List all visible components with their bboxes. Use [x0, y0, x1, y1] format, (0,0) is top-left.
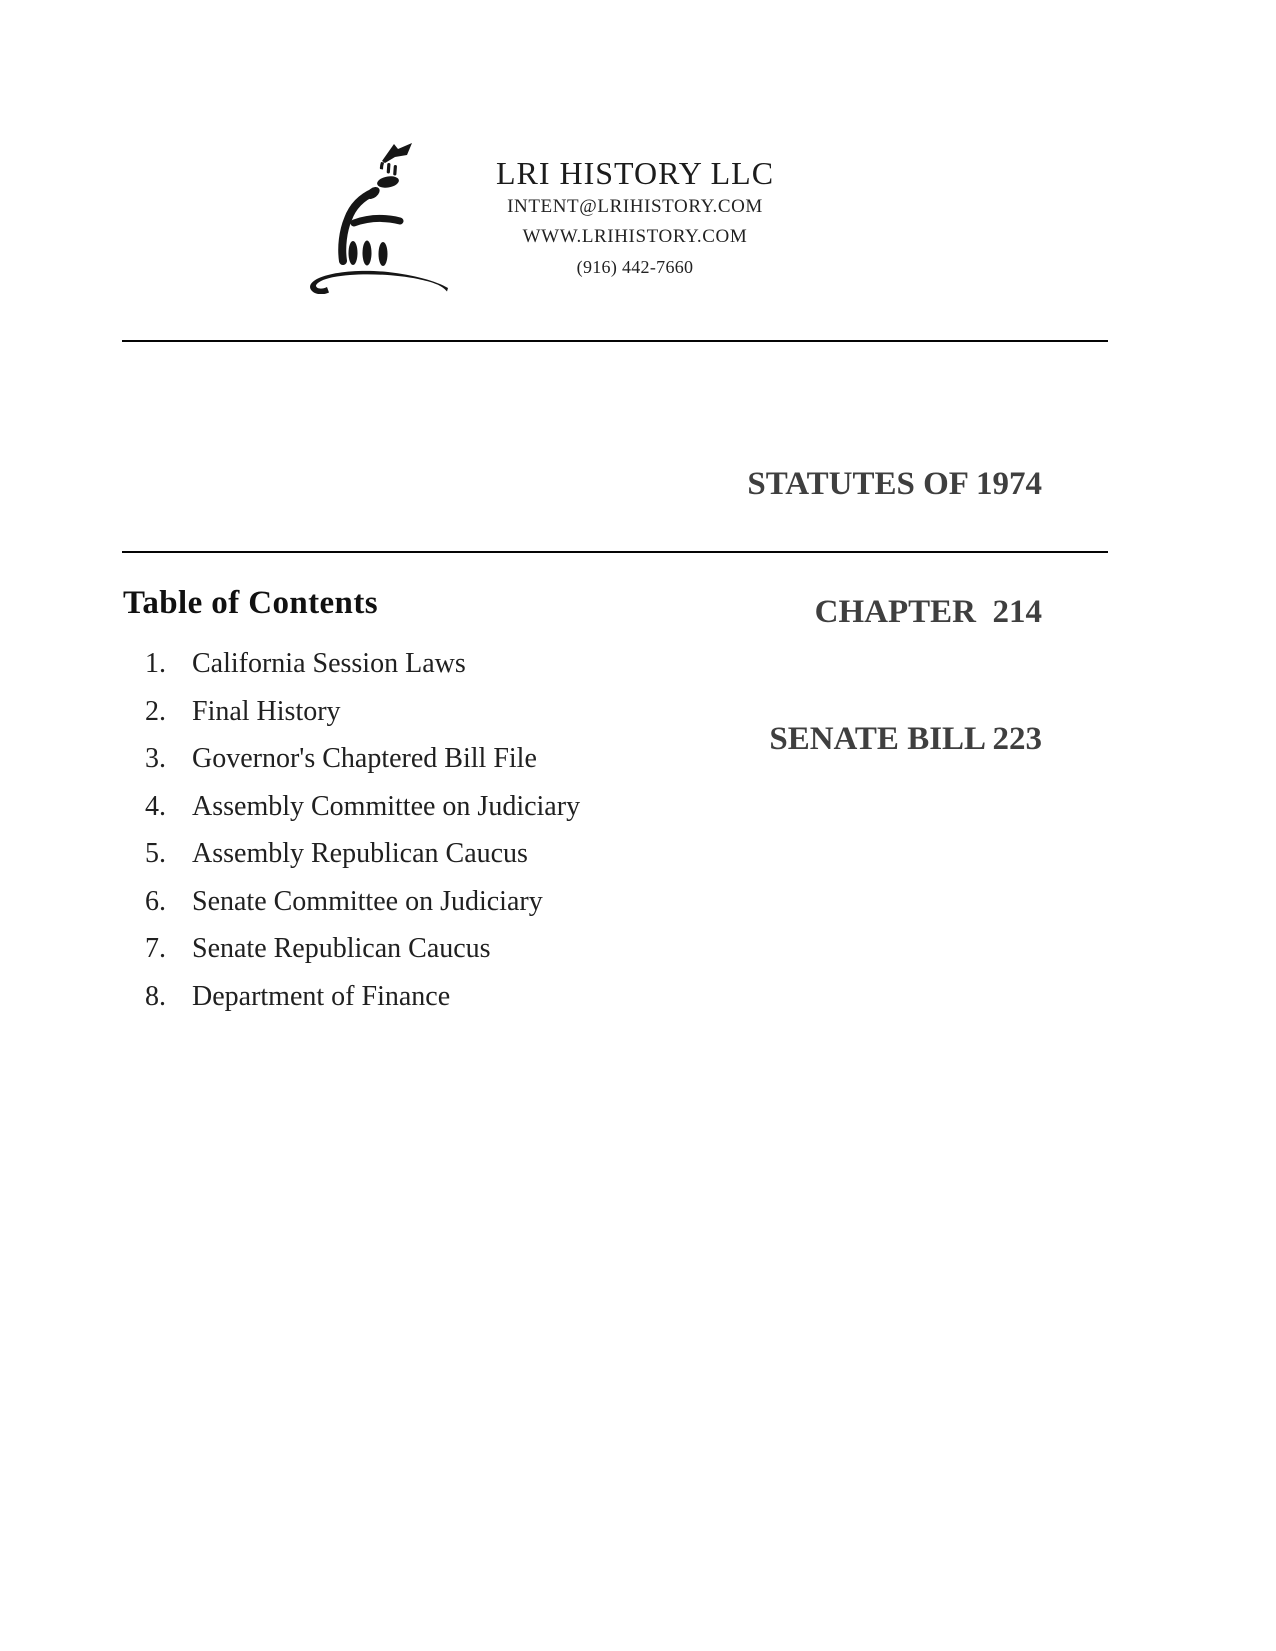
toc-item [145, 840, 845, 869]
toc-item-label: Senate Republican Caucus [192, 933, 491, 964]
toc-item-label: Department of Finance [192, 980, 451, 1012]
toc-item-label: California Session Laws [192, 648, 466, 679]
toc-item-number: 2. [145, 695, 166, 727]
org-info [468, 154, 802, 282]
toc-item-number: 1. [145, 648, 166, 679]
company-name: LRI HISTORY LLC [495, 155, 775, 191]
toc-list [145, 650, 845, 1030]
toc-item-number: 7. [145, 933, 166, 964]
email-text: INTENT@LRIHISTORY.COM [507, 196, 763, 217]
senate-bill-line: SENATE BILL 223 [769, 721, 1042, 757]
capitol-logo [298, 126, 450, 294]
statutes-line: STATUTES OF 1974 [747, 466, 1042, 502]
toc-item-label: Final History [192, 695, 341, 727]
toc-item-label: Senate Committee on Judiciary [192, 885, 543, 917]
divider-bottom [122, 551, 1108, 553]
divider-top [122, 340, 1108, 342]
toc-item-label: Governor's Chaptered Bill File [192, 743, 537, 774]
toc-item-label: Assembly Committee on Judiciary [192, 790, 581, 822]
website-text: WWW.LRIHISTORY.COM [522, 226, 748, 247]
toc-item [145, 980, 845, 1012]
capitol-dome-icon [298, 126, 450, 294]
toc-item [145, 745, 845, 774]
toc-item-number: 3. [145, 743, 166, 774]
toc-item [145, 885, 845, 917]
toc-item [145, 650, 845, 679]
toc-item [145, 695, 845, 727]
toc-item [145, 790, 845, 822]
chapter-line: CHAPTER 214 [814, 593, 1042, 630]
toc-item-number: 4. [145, 790, 166, 822]
toc-item [145, 935, 845, 964]
toc-heading: Table of Contents [123, 585, 378, 621]
toc-item-label: Assembly Republican Caucus [192, 838, 528, 869]
toc-item-number: 6. [145, 885, 166, 917]
phone-text: (916) 442-7660 [576, 257, 694, 277]
toc-item-number: 8. [145, 980, 166, 1012]
toc-item-number: 5. [145, 838, 166, 869]
